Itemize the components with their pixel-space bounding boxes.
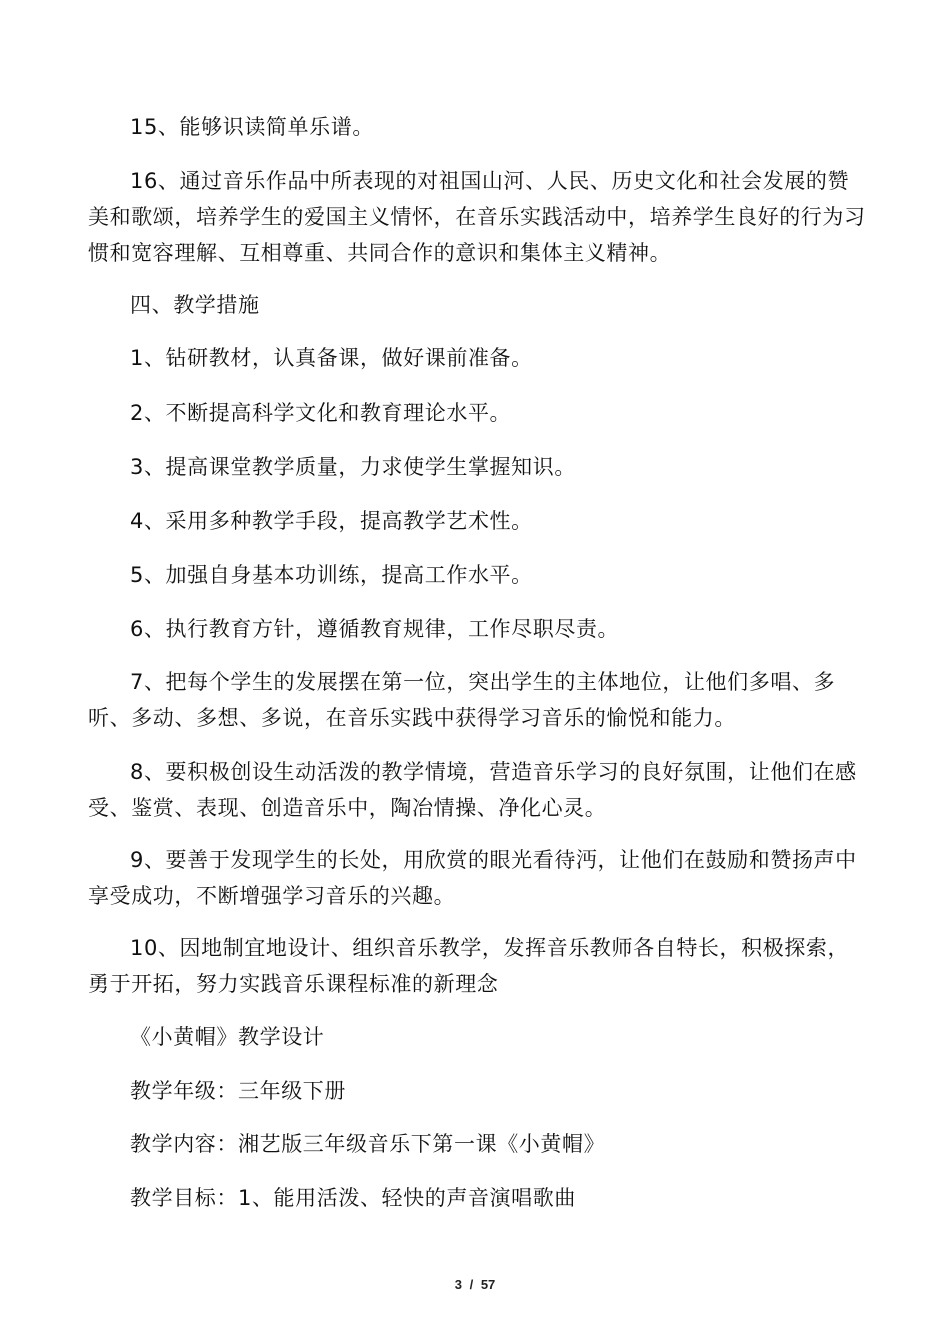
- measure-item-10: 10、因地制宜地设计、组织音乐教学，发挥音乐教师各自特长，积极探索，勇于开拓，努力实践音乐课程标准的新理念: [88, 936, 850, 996]
- measure-item-1: 1、钻研教材，认真备课，做好课前准备。: [130, 346, 533, 370]
- page-number-footer: [0, 1277, 950, 1292]
- teaching-content: 教学内容：湘艺版三年级音乐下第一课《小黄帽》: [130, 1132, 606, 1156]
- paragraph-item-15: 15、能够识读简单乐谱。: [130, 115, 374, 139]
- total-pages-number: 57: [480, 1277, 496, 1292]
- measure-item-2: 2、不断提高科学文化和教育理论水平。: [130, 401, 512, 425]
- measure-item-7: 7、把每个学生的发展摆在第一位，突出学生的主体地位，让他们多唱、多听、多动、多想、多说，在音乐实践中获得学习音乐的愉悦和能力。: [88, 670, 836, 730]
- lesson-design-title: 《小黄帽》教学设计: [130, 1025, 325, 1049]
- teaching-grade: 教学年级：三年级下册: [130, 1079, 346, 1103]
- measure-item-4: 4、采用多种教学手段，提高教学艺术性。: [130, 509, 533, 533]
- teaching-objective: 教学目标：1、能用活泼、轻快的声音演唱歌曲: [130, 1186, 576, 1210]
- page-separator: /: [469, 1277, 474, 1292]
- measure-item-5: 5、加强自身基本功训练，提高工作水平。: [130, 563, 533, 587]
- section-heading-teaching-measures: 四、教学措施: [130, 293, 260, 317]
- measure-item-3: 3、提高课堂教学质量，力求使学生掌握知识。: [130, 455, 576, 479]
- measure-item-8: 8、要积极创设生动活泼的教学情境，营造音乐学习的良好氛围，让他们在感受、鉴赏、表现、创造音乐中，陶冶情操、净化心灵。: [88, 760, 857, 820]
- paragraph-item-16: 16、通过音乐作品中所表现的对祖国山河、人民、历史文化和社会发展的赞美和歌颂，培养学生的爱国主义情怀，在音乐实践活动中，培养学生良好的行为习惯和宽容理解、互相尊重、共同合作的意识和集体主义精神。: [88, 169, 866, 265]
- current-page-number: 3: [454, 1277, 462, 1292]
- measure-item-6: 6、执行教育方针，遵循教育规律，工作尽职尽责。: [130, 617, 620, 641]
- measure-item-9: 9、要善于发现学生的长处，用欣赏的眼光看待沔，让他们在鼓励和赞扬声中享受成功，不断增强学习音乐的兴趣。: [88, 848, 857, 908]
